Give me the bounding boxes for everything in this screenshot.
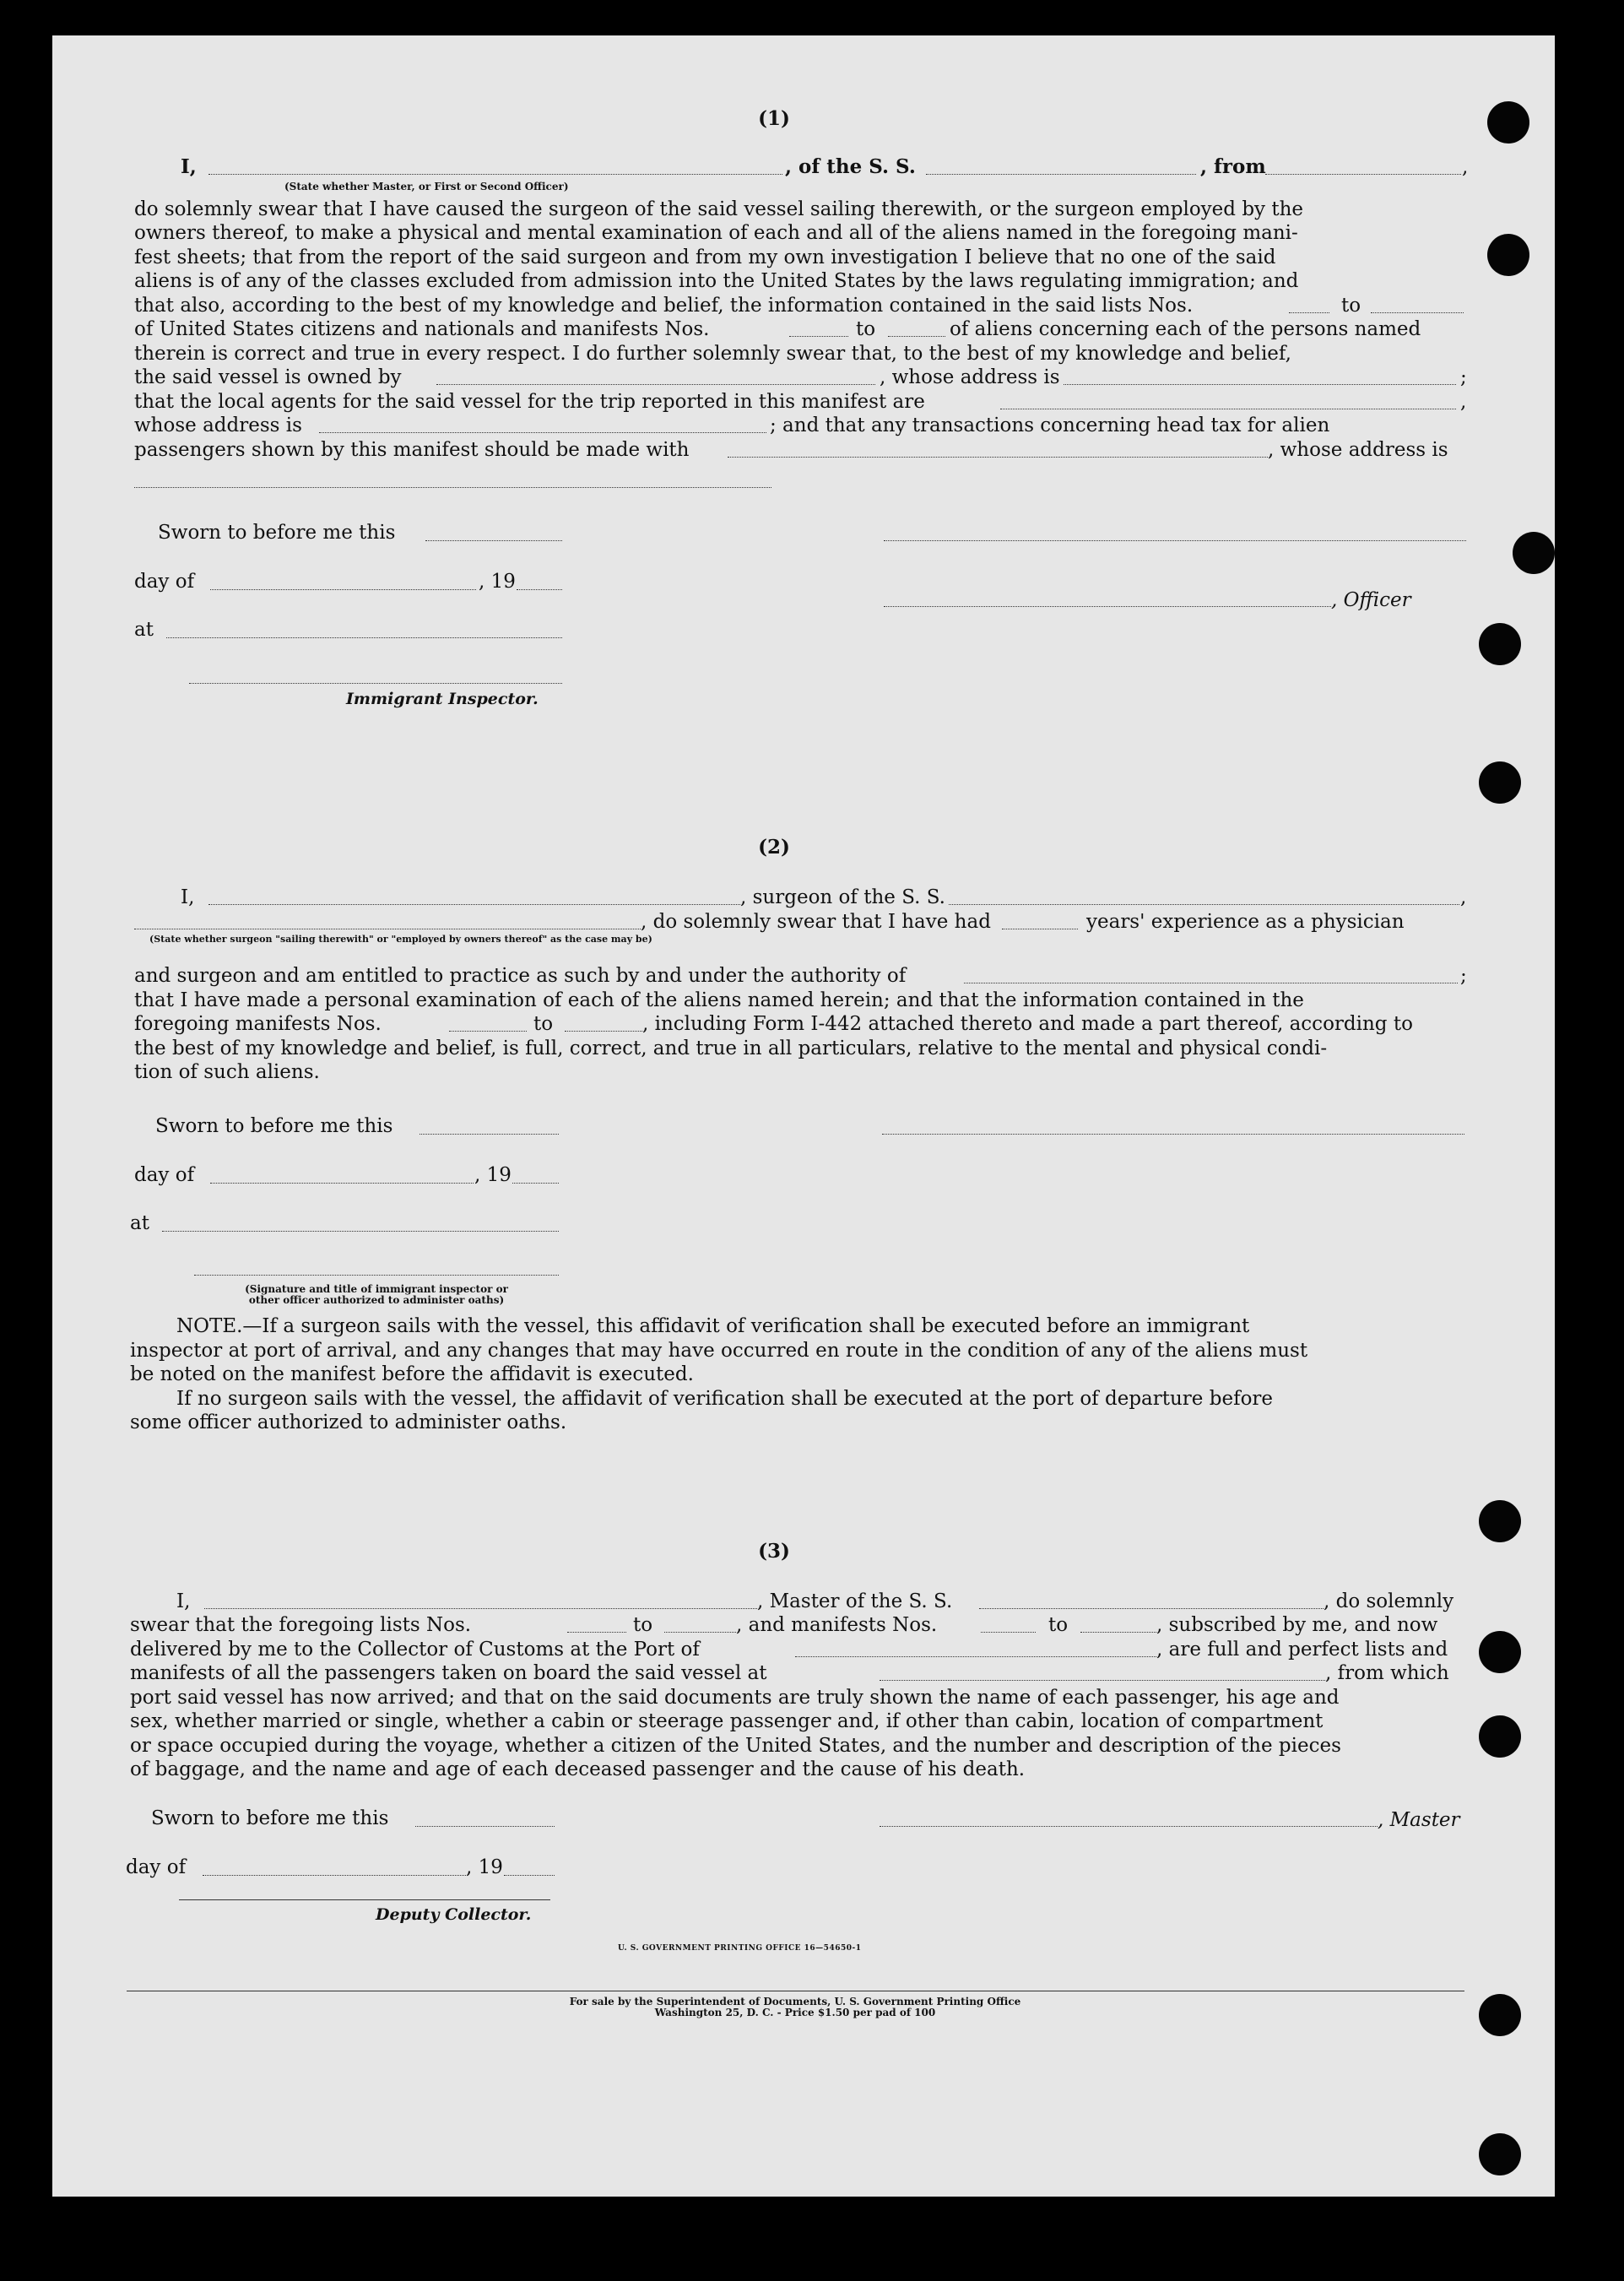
s3-day-of: day of — [126, 1856, 187, 1878]
s3-sworn-date-field[interactable] — [415, 1826, 555, 1827]
s1-officer-signature-field[interactable] — [884, 540, 1466, 541]
s2-manifest-from-field[interactable] — [449, 1031, 527, 1032]
s3-para-line: port said vessel has now arrived; and that on the said documents are truly shown the name of each passenger, his age and — [130, 1687, 1340, 1709]
s3-subscribed: , subscribed by me, and now — [1156, 1614, 1438, 1636]
head-tax-address-field[interactable] — [134, 487, 771, 488]
s1-para-line: owners thereof, to make a physical and mental examination of each and all of the aliens named in the foregoing mani- — [134, 222, 1298, 244]
s1-whose-address: , whose address is — [1268, 439, 1448, 461]
alien-manifest-from-field[interactable] — [789, 336, 848, 337]
s3-para-line: of baggage, and the name and age of each deceased passenger and the cause of his death. — [130, 1758, 1026, 1780]
punch-hole — [1479, 1631, 1521, 1673]
from-port-field[interactable] — [1265, 174, 1461, 175]
s3-i: I, — [176, 1590, 191, 1612]
s2-surgeon-of: , surgeon of the S. S. — [740, 886, 945, 908]
s3-sworn: Sworn to before me this — [151, 1807, 389, 1829]
s2-month-field[interactable] — [210, 1183, 474, 1184]
section-1-number: (1) — [758, 107, 790, 130]
s1-to: to — [1341, 295, 1361, 317]
s1-at: at — [134, 619, 154, 641]
owner-address-field[interactable] — [1064, 384, 1456, 385]
s2-para-line: tion of such aliens. — [134, 1061, 320, 1083]
punch-hole — [1479, 2133, 1521, 2175]
head-tax-contact-field[interactable] — [728, 457, 1268, 458]
s1-to: to — [856, 318, 876, 340]
s1-year-prefix: , 19 — [479, 571, 516, 593]
citizen-list-to-field[interactable] — [1371, 312, 1464, 313]
s3-year-prefix: , 19 — [466, 1856, 503, 1878]
s2-sig-note: (Signature and title of immigrant inspector or — [245, 1283, 508, 1295]
s3-solemnly: , do solemnly — [1324, 1590, 1454, 1612]
s2-at: at — [130, 1212, 149, 1234]
s2-para-line: , including Form I-442 attached thereto and made a part thereof, according to — [642, 1013, 1413, 1035]
punch-hole — [1479, 761, 1521, 804]
agents-address-field[interactable] — [319, 432, 766, 433]
section-2-number: (2) — [758, 836, 790, 859]
s1-owned-by: the said vessel is owned by — [134, 366, 402, 388]
sale-price: Washington 25, D. C. - Price $1.50 per pad of 100 — [654, 2007, 936, 2018]
punch-hole — [1479, 1715, 1521, 1758]
s2-year-field[interactable] — [512, 1183, 559, 1184]
punch-hole — [1479, 623, 1521, 665]
surgeon-name-field[interactable] — [208, 904, 740, 905]
sale-notice: For sale by the Superintendent of Documents, U. S. Government Printing Office — [569, 1996, 1021, 2007]
s3-lists-to-field[interactable] — [664, 1632, 736, 1633]
s1-whose-address: , whose address is — [880, 366, 1060, 388]
s2-sworn: Sworn to before me this — [155, 1115, 393, 1137]
s2-authority: and surgeon and am entitled to practice as such by and under the authority of — [134, 965, 907, 987]
master-name-field[interactable] — [208, 174, 782, 175]
s3-full-perfect: , are full and perfect lists and — [1156, 1639, 1448, 1661]
s2-status-note: (State whether surgeon "sailing therewith" or "employed by owners thereof" as the case may be) — [149, 934, 652, 945]
s2-sworn-date-field[interactable] — [420, 1134, 559, 1135]
s1-of-ss: , of the S. S. — [785, 155, 916, 178]
s1-local-agents: that the local agents for the said vessel for the trip reported in this manifest are — [134, 391, 925, 413]
s3-deputy-signature-field[interactable] — [179, 1899, 550, 1900]
s1-para-line: of aliens concerning each of the persons named — [950, 318, 1421, 340]
s2-i: I, — [181, 886, 195, 908]
s2-inspector-signature-field[interactable] — [194, 1275, 559, 1276]
s3-from-which: , from which — [1325, 1662, 1449, 1684]
s1-para-line: aliens is of any of the classes excluded from admission into the United States by the laws regulating immigration; and — [134, 270, 1299, 292]
s1-sworn: Sworn to before me this — [158, 522, 396, 544]
s1-sworn-date-field[interactable] — [425, 540, 562, 541]
s1-month-field[interactable] — [210, 589, 476, 590]
s2-year-prefix: , 19 — [474, 1164, 512, 1186]
s2-surgeon-signature-field[interactable] — [882, 1134, 1464, 1135]
s1-para-line: that also, according to the best of my knowledge and belief, the information contained in the said lists Nos. — [134, 295, 1194, 317]
s2-years-experience: years' experience as a physician — [1086, 911, 1405, 933]
s2-para-line: the best of my knowledge and belief, is full, correct, and true in all particulars, relative to the mental and physical condi- — [134, 1038, 1328, 1059]
vessel-name-field[interactable] — [926, 174, 1196, 175]
s3-to: to — [633, 1614, 653, 1636]
s3-deputy-label: Deputy Collector. — [376, 1905, 532, 1924]
s1-inspector-signature-field[interactable] — [189, 683, 562, 684]
punch-hole — [1513, 532, 1555, 574]
s1-para-line: of United States citizens and nationals and manifests Nos. — [134, 318, 710, 340]
s1-head-tax: passengers shown by this manifest should be made with — [134, 439, 690, 461]
s2-para-line: that I have made a personal examination of each of the aliens named herein; and that the information contained in the — [134, 989, 1304, 1011]
s3-year-field[interactable] — [504, 1875, 555, 1876]
s3-port-field[interactable] — [795, 1656, 1156, 1657]
s1-whose-address: whose address is — [134, 414, 302, 436]
s1-place-field[interactable] — [166, 637, 562, 638]
gpo-imprint: U. S. GOVERNMENT PRINTING OFFICE 16—54650-1 — [618, 1944, 862, 1953]
punch-hole — [1479, 1500, 1521, 1542]
s1-comma: , — [1462, 156, 1469, 178]
s2-comma: , — [1460, 886, 1467, 908]
s2-manifest-to-field[interactable] — [565, 1031, 642, 1032]
s1-para-line: do solemnly swear that I have caused the surgeon of the said vessel sailing therewith, or the surgeon employed by the — [134, 198, 1304, 220]
s1-role-note: (State whether Master, or First or Second Officer) — [284, 181, 569, 192]
s2-note-line: NOTE.—If a surgeon sails with the vessel, this affidavit of verification shall be executed before an immigrant — [176, 1315, 1250, 1337]
s3-month-field[interactable] — [203, 1875, 466, 1876]
s2-sig-note: other officer authorized to administer oaths) — [248, 1294, 505, 1306]
s2-manifests: foregoing manifests Nos. — [134, 1013, 382, 1035]
s3-manifest-to-field[interactable] — [1080, 1632, 1156, 1633]
section-3-number: (3) — [758, 1540, 790, 1563]
s3-master-of: , Master of the S. S. — [757, 1590, 953, 1612]
alien-manifest-to-field[interactable] — [888, 336, 945, 337]
citizen-list-from-field[interactable] — [1289, 312, 1329, 313]
s3-manifests: , and manifests Nos. — [736, 1614, 938, 1636]
s1-officer-title-field[interactable] — [884, 606, 1331, 607]
s2-note-line: some officer authorized to administer oaths. — [130, 1411, 567, 1433]
s1-inspector-label: Immigrant Inspector. — [346, 690, 539, 708]
s3-taken-at: manifests of all the passengers taken on board the said vessel at — [130, 1662, 767, 1684]
punch-hole — [1487, 234, 1529, 276]
s2-day-of: day of — [134, 1164, 195, 1186]
s3-embark-port-field[interactable] — [880, 1680, 1325, 1681]
s2-semicolon: ; — [1460, 965, 1467, 987]
s1-from: , from — [1200, 155, 1266, 178]
s3-para-line: sex, whether married or single, whether a cabin or steerage passenger and, if other than cabin, location of compartment — [130, 1710, 1324, 1732]
s1-i: I, — [181, 155, 197, 178]
s2-note-line: If no surgeon sails with the vessel, the affidavit of verification shall be executed at the port of departure before — [176, 1388, 1274, 1410]
s3-manifest-from-field[interactable] — [981, 1632, 1036, 1633]
s3-master-label: , Master — [1378, 1809, 1460, 1831]
s3-para-line: or space occupied during the voyage, whether a citizen of the United States, and the number and description of the pieces — [130, 1735, 1341, 1757]
form-page — [52, 35, 1555, 2197]
s1-day-of: day of — [134, 571, 195, 593]
s2-swear: , do solemnly swear that I have had — [641, 911, 991, 933]
s1-officer-label: , Officer — [1331, 589, 1411, 611]
s3-to: to — [1048, 1614, 1069, 1636]
s3-port: delivered by me to the Collector of Customs at the Port of — [130, 1639, 700, 1661]
s1-para-line: fest sheets; that from the report of the said surgeon and from my own investigation I believe that no one of the said — [134, 247, 1276, 268]
s3-vessel-field[interactable] — [979, 1608, 1324, 1609]
s3-master-signature-field[interactable] — [880, 1826, 1378, 1827]
s2-to: to — [533, 1013, 554, 1035]
s3-lists: swear that the foregoing lists Nos. — [130, 1614, 472, 1636]
s1-comma: , — [1460, 391, 1467, 413]
owner-field[interactable] — [436, 384, 875, 385]
s1-year-field[interactable] — [517, 589, 562, 590]
s1-para-line: therein is correct and true in every respect. I do further solemnly swear that, to the best of my knowledge and belief, — [134, 343, 1291, 365]
s2-note-line: be noted on the manifest before the affidavit is executed. — [130, 1363, 694, 1385]
s3-master-name-field[interactable] — [204, 1608, 757, 1609]
s3-lists-from-field[interactable] — [567, 1632, 626, 1633]
s2-vessel-field[interactable] — [949, 904, 1459, 905]
s1-para-line: ; and that any transactions concerning head tax for alien — [770, 414, 1330, 436]
s2-note-line: inspector at port of arrival, and any changes that may have occurred en route in the condition of any of the aliens must — [130, 1340, 1308, 1362]
s2-place-field[interactable] — [162, 1231, 559, 1232]
s1-semicolon: ; — [1460, 366, 1467, 388]
